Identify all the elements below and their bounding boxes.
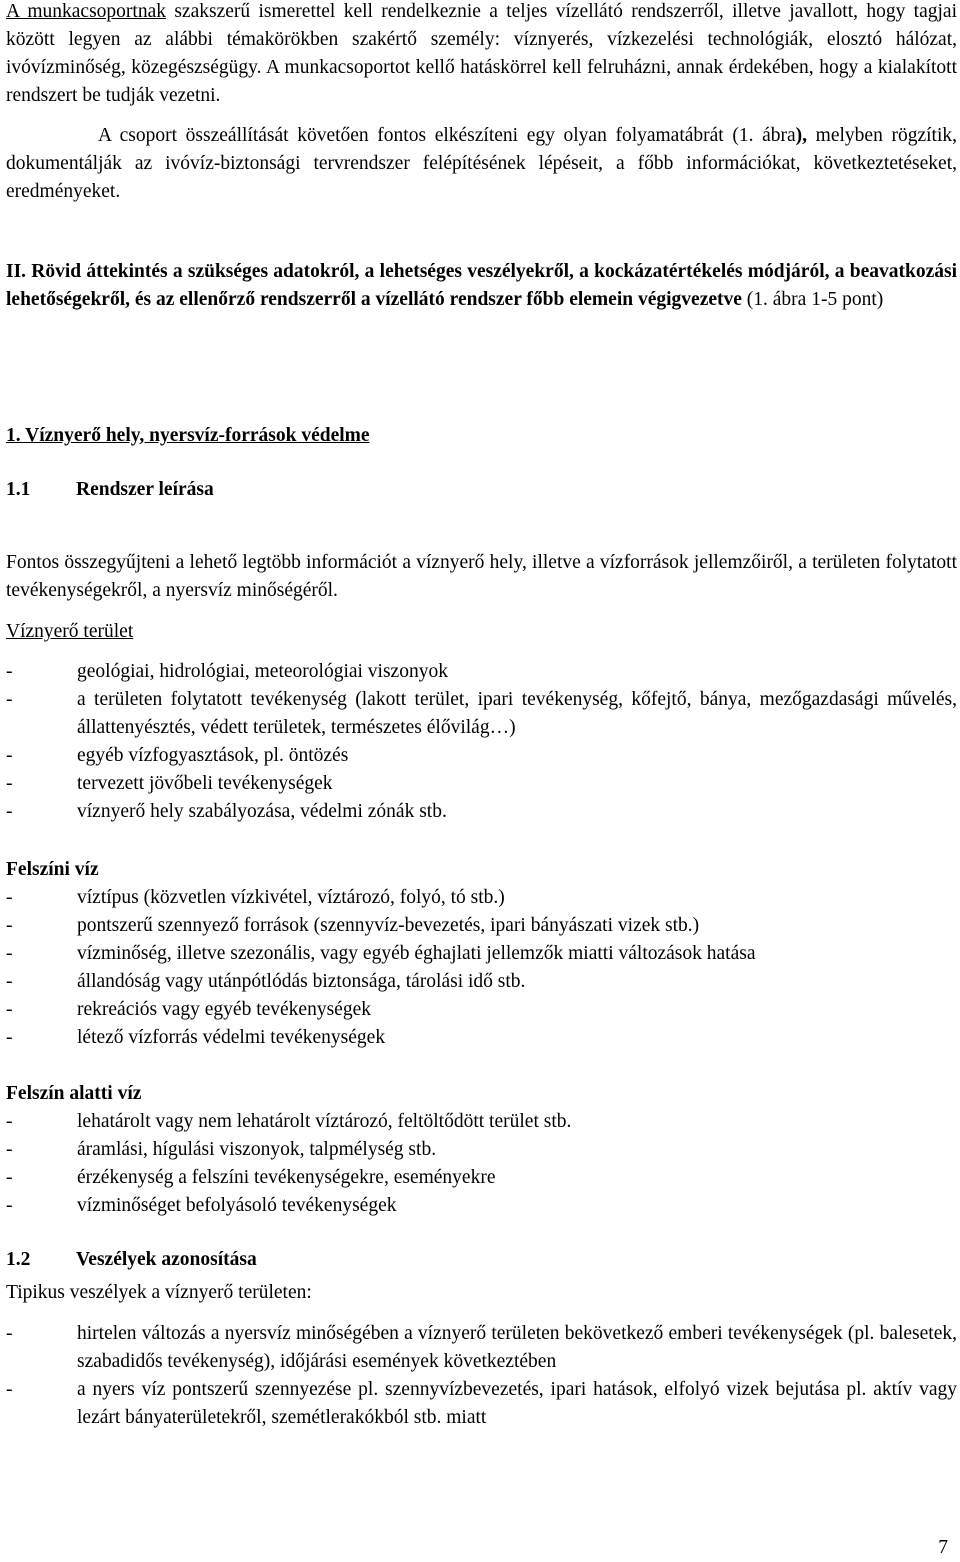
flowchart-paragraph: A csoport összeállítását követően fontos elkészíteni egy olyan folyamatábrát (1. ábra), melyben rögzítik, dokumentálják az ivóvíz-biztonsági tervrendszer felépítésének lépéseit, a főbb információkat, következtetéseket, eredményeket. bbox=[6, 125, 957, 202]
subsection-1-2-intro: Tipikus veszélyek a víznyerő területen: bbox=[6, 1282, 312, 1303]
intro-text: szakszerű ismerettel kell rendelkeznie a teljes vízellátó rendszerről, illetve javallott, hogy tagjai között legyen az alábbi témakörökben szakértő személy: víznyerés, vízkezelési technológiák, elosztó hálózat, ivóvízminőség, közegészségügy. A munkacsoportot kellő hatáskörrel kell felruházni, annak érdekében, hogy a kialakított rendszert be tudják vezetni. bbox=[6, 1, 957, 106]
list-item: - rekreációs vagy egyéb tevékenységek bbox=[6, 999, 371, 1020]
section-1-title: 1. Víznyerő hely, nyersvíz-források védelme bbox=[6, 425, 370, 446]
subsection-1-1-heading: 1.1 Rendszer leírása bbox=[6, 479, 214, 500]
list-item: - lehatárolt vagy nem lehatárolt víztározó, feltöltődött terület stb. bbox=[6, 1111, 572, 1132]
list-item: - víztípus (közvetlen vízkivétel, víztározó, folyó, tó stb.) bbox=[6, 887, 505, 908]
felszini-list bbox=[6, 884, 957, 1052]
section-ii-heading: II. Rövid áttekintés a szükséges adatokról, a lehetséges veszélyekről, a kockázatértékelés módjáról, a beavatkozási lehetőségekről, és az ellenőrző rendszerről a vízellátó rendszer főbb elemein végigvezetve (1. ábra 1-5 pont) bbox=[6, 261, 957, 310]
viznyero-heading: Víznyerő terület bbox=[6, 621, 134, 642]
list-item: - érzékenység a felszíni tevékenységekre, eseményekre bbox=[6, 1167, 496, 1188]
intro-paragraph bbox=[6, 0, 957, 110]
list-item: - víznyerő hely szabályozása, védelmi zónák stb. bbox=[6, 801, 447, 822]
felszin-alatti-heading: Felszín alatti víz bbox=[6, 1083, 142, 1104]
subsection-1-2-heading: 1.2 Veszélyek azonosítása bbox=[6, 1249, 257, 1270]
list-item: - vízminőséget befolyásoló tevékenységek bbox=[6, 1195, 397, 1216]
list-item: - hirtelen változás a nyersvíz minőségében a víznyerő területen bekövetkező emberi tevékenységek (pl. balesetek, szabadidős tevékenység), időjárási események következtében bbox=[6, 1323, 957, 1372]
felszini-heading: Felszíni víz bbox=[6, 859, 99, 880]
viznyero-list bbox=[6, 658, 957, 826]
list-item: - áramlási, hígulási viszonyok, talpmélység stb. bbox=[6, 1139, 437, 1160]
list-item: - egyéb vízfogyasztások, pl. öntözés bbox=[6, 745, 349, 766]
list-item: - a nyers víz pontszerű szennyezése pl. szennyvízbevezetés, ipari hatások, elfolyó vizek bejutása pl. aktív vagy lezárt bányaterületekről, szemétlerakókból stb. miatt bbox=[6, 1379, 957, 1428]
veszelyek-list bbox=[6, 1320, 957, 1432]
felszin-alatti-list bbox=[6, 1108, 957, 1220]
list-item: - állandóság vagy utánpótlódás biztonsága, tárolási idő stb. bbox=[6, 971, 526, 992]
page-number: 7 bbox=[938, 1537, 948, 1558]
subsection-1-1-text: Fontos összegyűjteni a lehető legtöbb információt a víznyerő hely, illetve a vízforrások jellemzőiről, a területen folytatott tevékenységekről, a nyersvíz minőségéről. bbox=[6, 552, 957, 601]
list-item: - a területen folytatott tevékenység (lakott terület, ipari tevékenység, kőfejtő, bánya, mezőgazdasági művelés, állattenyésztés, védett területek, természetes élővilág…) bbox=[6, 689, 957, 738]
munkacsoport-link[interactable]: A munkacsoportnak bbox=[6, 1, 166, 22]
list-item: - vízminőség, illetve szezonális, vagy egyéb éghajlati jellemzők miatti változások hatása bbox=[6, 943, 756, 964]
list-item: - geológiai, hidrológiai, meteorológiai viszonyok bbox=[6, 661, 448, 682]
list-item: - tervezett jövőbeli tevékenységek bbox=[6, 773, 333, 794]
list-item: - pontszerű szennyező források (szennyvíz-bevezetés, ipari bányászati vizek stb.) bbox=[6, 915, 700, 936]
list-item: - létező vízforrás védelmi tevékenységek bbox=[6, 1027, 386, 1048]
